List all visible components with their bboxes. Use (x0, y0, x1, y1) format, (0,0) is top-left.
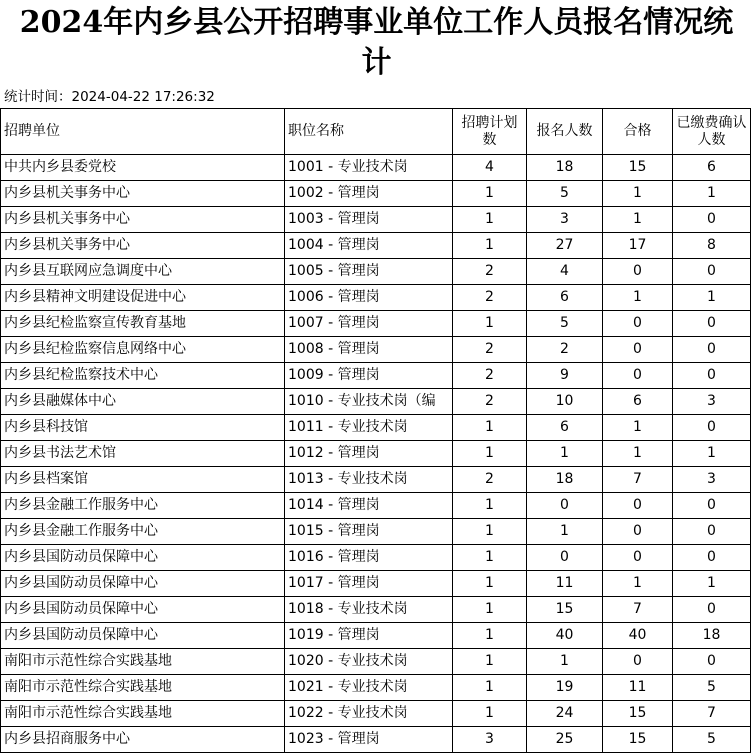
cell-unit[interactable]: 内乡县机关事务中心 (1, 181, 285, 207)
table-row (1, 519, 751, 545)
cell-position[interactable]: 1009 - 管理岗 (285, 363, 453, 389)
cell-position[interactable]: 1018 - 专业技术岗 (285, 597, 453, 623)
table-row (1, 545, 751, 571)
table-row (1, 233, 751, 259)
cell-paid[interactable]: 0 (673, 363, 751, 389)
cell-qualified[interactable]: 0 (603, 493, 673, 519)
cell-unit[interactable]: 内乡县国防动员保障中心 (1, 571, 285, 597)
cell-qualified[interactable]: 1 (603, 441, 673, 467)
cell-unit[interactable]: 南阳市示范性综合实践基地 (1, 675, 285, 701)
cell-qualified[interactable]: 1 (603, 571, 673, 597)
table-row (1, 389, 751, 415)
cell-qualified[interactable]: 11 (603, 675, 673, 701)
cell-position[interactable]: 1006 - 管理岗 (285, 285, 453, 311)
cell-unit[interactable]: 内乡县融媒体中心 (1, 389, 285, 415)
cell-plan[interactable]: 1 (453, 649, 527, 675)
cell-plan[interactable]: 2 (453, 259, 527, 285)
table-row (1, 649, 751, 675)
cell-position[interactable]: 1022 - 专业技术岗 (285, 701, 453, 727)
cell-plan[interactable]: 4 (453, 155, 527, 181)
cell-applicants[interactable]: 10 (527, 389, 603, 415)
cell-plan[interactable]: 1 (453, 675, 527, 701)
table-row (1, 701, 751, 727)
cell-qualified[interactable]: 1 (603, 415, 673, 441)
cell-position[interactable]: 1021 - 专业技术岗 (285, 675, 453, 701)
cell-plan[interactable]: 2 (453, 389, 527, 415)
cell-applicants[interactable]: 6 (527, 285, 603, 311)
table-row (1, 337, 751, 363)
page-title-text: 2024年内乡县公开招聘事业单位工作人员报名情况统计 (19, 5, 734, 80)
cell-position[interactable]: 1016 - 管理岗 (285, 545, 453, 571)
cell-paid[interactable]: 8 (673, 233, 751, 259)
cell-paid[interactable]: 0 (673, 545, 751, 571)
cell-applicants[interactable]: 11 (527, 571, 603, 597)
cell-qualified[interactable]: 40 (603, 623, 673, 649)
column-header-qualified[interactable]: 合格 (603, 109, 673, 155)
cell-qualified[interactable]: 7 (603, 467, 673, 493)
cell-unit[interactable]: 内乡县档案馆 (1, 467, 285, 493)
cell-plan[interactable]: 1 (453, 571, 527, 597)
table-row (1, 181, 751, 207)
cell-plan[interactable]: 1 (453, 311, 527, 337)
table-row (1, 415, 751, 441)
cell-position[interactable]: 1007 - 管理岗 (285, 311, 453, 337)
cell-applicants[interactable]: 40 (527, 623, 603, 649)
table-body (1, 155, 751, 753)
cell-position[interactable]: 1015 - 管理岗 (285, 519, 453, 545)
cell-position[interactable]: 1010 - 专业技术岗（编 (285, 389, 453, 415)
column-header-applicants[interactable]: 报名人数 (527, 109, 603, 155)
table-row (1, 571, 751, 597)
table-row (1, 285, 751, 311)
cell-paid[interactable]: 0 (673, 597, 751, 623)
table-row (1, 467, 751, 493)
cell-plan[interactable]: 1 (453, 519, 527, 545)
cell-plan[interactable]: 1 (453, 545, 527, 571)
table-row (1, 259, 751, 285)
cell-applicants[interactable]: 3 (527, 207, 603, 233)
cell-qualified[interactable]: 0 (603, 259, 673, 285)
cell-qualified[interactable]: 0 (603, 363, 673, 389)
table-row (1, 363, 751, 389)
cell-qualified[interactable]: 6 (603, 389, 673, 415)
cell-unit[interactable]: 内乡县科技馆 (1, 415, 285, 441)
table-row (1, 441, 751, 467)
cell-plan[interactable]: 1 (453, 623, 527, 649)
cell-applicants[interactable]: 18 (527, 467, 603, 493)
cell-unit[interactable]: 内乡县精神文明建设促进中心 (1, 285, 285, 311)
cell-paid[interactable]: 5 (673, 727, 751, 753)
table-row (1, 311, 751, 337)
cell-paid[interactable]: 0 (673, 493, 751, 519)
cell-paid[interactable]: 5 (673, 675, 751, 701)
column-header-position[interactable]: 职位名称 (285, 109, 453, 155)
cell-applicants[interactable]: 9 (527, 363, 603, 389)
cell-qualified[interactable]: 1 (603, 181, 673, 207)
table-row (1, 675, 751, 701)
cell-position[interactable]: 1020 - 专业技术岗 (285, 649, 453, 675)
cell-plan[interactable]: 1 (453, 207, 527, 233)
cell-position[interactable]: 1023 - 管理岗 (285, 727, 453, 753)
cell-qualified[interactable]: 1 (603, 285, 673, 311)
cell-unit[interactable]: 内乡县纪检监察技术中心 (1, 363, 285, 389)
cell-qualified[interactable]: 0 (603, 649, 673, 675)
cell-paid[interactable]: 1 (673, 285, 751, 311)
statistics-timestamp: 统计时间：2024-04-22 17:26:32 (4, 89, 215, 105)
cell-qualified[interactable]: 0 (603, 545, 673, 571)
cell-applicants[interactable]: 5 (527, 181, 603, 207)
cell-position[interactable]: 1017 - 管理岗 (285, 571, 453, 597)
cell-position[interactable]: 1014 - 管理岗 (285, 493, 453, 519)
cell-unit[interactable]: 南阳市示范性综合实践基地 (1, 649, 285, 675)
table-row (1, 207, 751, 233)
table-row (1, 727, 751, 753)
cell-qualified[interactable]: 15 (603, 155, 673, 181)
cell-position[interactable]: 1008 - 管理岗 (285, 337, 453, 363)
column-header-paid[interactable]: 已缴费确认人数 (673, 109, 751, 155)
cell-position[interactable]: 1012 - 管理岗 (285, 441, 453, 467)
cell-applicants[interactable]: 27 (527, 233, 603, 259)
cell-paid[interactable]: 0 (673, 259, 751, 285)
cell-applicants[interactable]: 1 (527, 441, 603, 467)
cell-paid[interactable]: 6 (673, 155, 751, 181)
cell-plan[interactable]: 1 (453, 415, 527, 441)
cell-unit[interactable]: 内乡县纪检监察信息网络中心 (1, 337, 285, 363)
cell-qualified[interactable]: 0 (603, 311, 673, 337)
cell-paid[interactable]: 18 (673, 623, 751, 649)
cell-paid[interactable]: 0 (673, 519, 751, 545)
table-row (1, 597, 751, 623)
cell-paid[interactable]: 0 (673, 311, 751, 337)
cell-plan[interactable]: 2 (453, 363, 527, 389)
cell-plan[interactable]: 1 (453, 493, 527, 519)
cell-paid[interactable]: 1 (673, 571, 751, 597)
registration-table (0, 108, 751, 753)
cell-plan[interactable]: 1 (453, 441, 527, 467)
cell-position[interactable]: 1005 - 管理岗 (285, 259, 453, 285)
cell-unit[interactable]: 内乡县国防动员保障中心 (1, 623, 285, 649)
cell-unit[interactable]: 中共内乡县委党校 (1, 155, 285, 181)
table-row (1, 155, 751, 181)
column-header-unit[interactable]: 招聘单位 (1, 109, 285, 155)
cell-plan[interactable]: 1 (453, 181, 527, 207)
cell-position[interactable]: 1013 - 专业技术岗 (285, 467, 453, 493)
cell-applicants[interactable]: 2 (527, 337, 603, 363)
cell-position[interactable]: 1004 - 管理岗 (285, 233, 453, 259)
cell-unit[interactable]: 内乡县招商服务中心 (1, 727, 285, 753)
page-title (0, 0, 753, 86)
cell-paid[interactable]: 3 (673, 389, 751, 415)
cell-applicants[interactable]: 6 (527, 415, 603, 441)
cell-applicants[interactable]: 18 (527, 155, 603, 181)
cell-position[interactable]: 1003 - 管理岗 (285, 207, 453, 233)
table-header-row (1, 109, 751, 155)
cell-plan[interactable]: 1 (453, 701, 527, 727)
cell-unit[interactable]: 内乡县金融工作服务中心 (1, 519, 285, 545)
cell-qualified[interactable]: 1 (603, 207, 673, 233)
cell-qualified[interactable]: 0 (603, 519, 673, 545)
cell-qualified[interactable]: 0 (603, 337, 673, 363)
cell-applicants[interactable]: 0 (527, 545, 603, 571)
cell-qualified[interactable]: 7 (603, 597, 673, 623)
table-row (1, 493, 751, 519)
cell-applicants[interactable]: 4 (527, 259, 603, 285)
cell-applicants[interactable]: 24 (527, 701, 603, 727)
cell-position[interactable]: 1001 - 专业技术岗 (285, 155, 453, 181)
cell-applicants[interactable]: 0 (527, 493, 603, 519)
cell-paid[interactable]: 1 (673, 181, 751, 207)
cell-paid[interactable]: 1 (673, 441, 751, 467)
cell-qualified[interactable]: 15 (603, 701, 673, 727)
cell-unit[interactable]: 内乡县纪检监察宣传教育基地 (1, 311, 285, 337)
cell-applicants[interactable]: 19 (527, 675, 603, 701)
cell-unit[interactable]: 内乡县国防动员保障中心 (1, 597, 285, 623)
cell-applicants[interactable]: 1 (527, 649, 603, 675)
cell-applicants[interactable]: 1 (527, 519, 603, 545)
cell-unit[interactable]: 内乡县机关事务中心 (1, 207, 285, 233)
cell-position[interactable]: 1011 - 专业技术岗 (285, 415, 453, 441)
column-header-plan[interactable]: 招聘计划数 (453, 109, 527, 155)
cell-applicants[interactable]: 25 (527, 727, 603, 753)
cell-paid[interactable]: 0 (673, 207, 751, 233)
cell-unit[interactable]: 内乡县国防动员保障中心 (1, 545, 285, 571)
table-row (1, 623, 751, 649)
cell-paid[interactable]: 0 (673, 649, 751, 675)
cell-qualified[interactable]: 17 (603, 233, 673, 259)
cell-plan[interactable]: 1 (453, 597, 527, 623)
cell-unit[interactable]: 内乡县书法艺术馆 (1, 441, 285, 467)
cell-plan[interactable]: 3 (453, 727, 527, 753)
cell-paid[interactable]: 7 (673, 701, 751, 727)
cell-unit[interactable]: 南阳市示范性综合实践基地 (1, 701, 285, 727)
cell-qualified[interactable]: 15 (603, 727, 673, 753)
cell-applicants[interactable]: 15 (527, 597, 603, 623)
cell-unit[interactable]: 内乡县金融工作服务中心 (1, 493, 285, 519)
cell-plan[interactable]: 2 (453, 467, 527, 493)
cell-paid[interactable]: 3 (673, 467, 751, 493)
cell-paid[interactable]: 0 (673, 415, 751, 441)
cell-unit[interactable]: 内乡县机关事务中心 (1, 233, 285, 259)
cell-plan[interactable]: 2 (453, 285, 527, 311)
cell-position[interactable]: 1019 - 管理岗 (285, 623, 453, 649)
cell-plan[interactable]: 2 (453, 337, 527, 363)
cell-unit[interactable]: 内乡县互联网应急调度中心 (1, 259, 285, 285)
cell-applicants[interactable]: 5 (527, 311, 603, 337)
cell-position[interactable]: 1002 - 管理岗 (285, 181, 453, 207)
cell-plan[interactable]: 1 (453, 233, 527, 259)
cell-paid[interactable]: 0 (673, 337, 751, 363)
